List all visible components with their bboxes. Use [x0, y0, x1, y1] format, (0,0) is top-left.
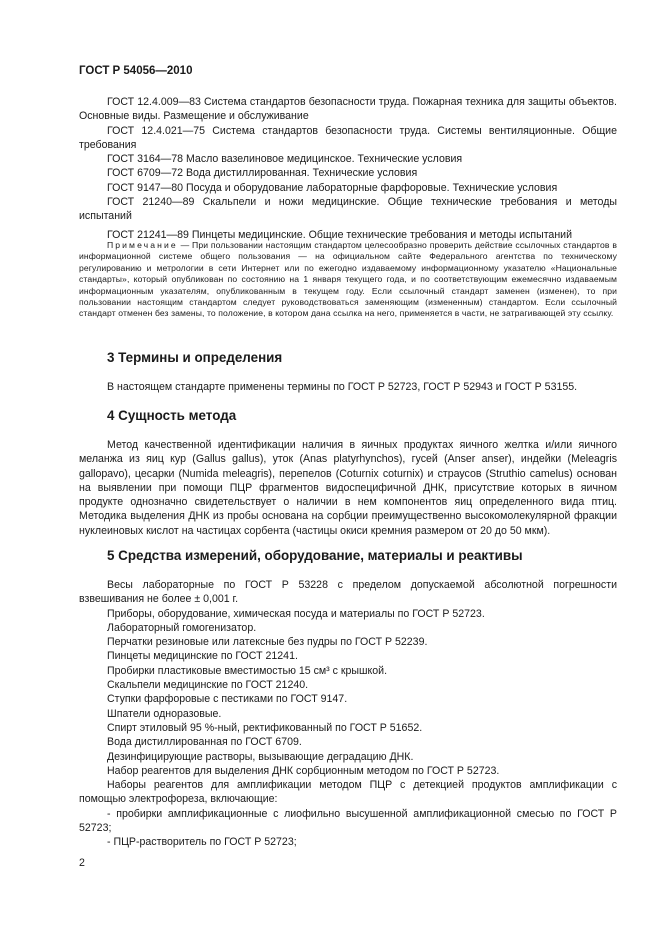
- reference-item: ГОСТ 21241—89 Пинцеты медицинские. Общие технические требования и методы испытаний: [107, 228, 573, 241]
- normative-references-list: [79, 95, 617, 242]
- list-item: Дезинфицирующие растворы, вызывающие деградацию ДНК.: [107, 750, 414, 763]
- list-item: Перчатки резиновые или латексные без пудры по ГОСТ Р 52239.: [107, 636, 428, 649]
- list-item: Пинцеты медицинские по ГОСТ 21241.: [107, 650, 298, 663]
- list-item: Шпатели одноразовые.: [107, 707, 222, 720]
- section-4-body: [79, 438, 617, 538]
- list-item: Весы лабораторные по ГОСТ Р 53228 с пределом допускаемой абсолютной погрешности взвешивания не более ± 0,001 г.: [79, 579, 617, 606]
- section-5-heading: 5 Средства измерений, оборудование, материалы и реактивы: [107, 548, 523, 563]
- note-label: Примечание: [107, 240, 178, 250]
- list-item: Ступки фарфоровые с пестиками по ГОСТ 9147.: [107, 693, 348, 706]
- list-item: Лабораторный гомогенизатор.: [107, 621, 257, 634]
- page-number: 2: [79, 857, 85, 869]
- section-3-heading: 3 Термины и определения: [107, 350, 283, 365]
- list-item: Наборы реагентов для амплификации методом ПЦР с детекцией продуктов амплификации с помощью электрофореза, включающие:: [79, 779, 617, 806]
- list-item: - ПЦР-растворитель по ГОСТ Р 52723;: [107, 836, 297, 849]
- reference-item: ГОСТ 12.4.021—75 Система стандартов безопасности труда. Системы вентиляционные. Общие требования: [79, 124, 617, 151]
- section-5-body: [79, 578, 617, 850]
- section-4-heading: 4 Сущность метода: [107, 408, 237, 423]
- list-item: Набор реагентов для выделения ДНК сорбционным методом по ГОСТ Р 52723.: [107, 764, 500, 777]
- list-item: Скальпели медицинские по ГОСТ 21240.: [107, 679, 309, 692]
- section-3-body: [79, 380, 617, 394]
- list-item: Приборы, оборудование, химическая посуда и материалы по ГОСТ Р 52723.: [107, 607, 485, 620]
- section-4-text: Метод качественной идентификации наличия в яичных продуктах яичного желтка и/или яичного меланжа из яиц кур (Gallus gallus), уток (Anas platyrhynchos), гусей (Anser anser), индейки (Meleagris gallopavo), цесарки (Numida meleagris), перепелов (Coturnix coturnix) и страусов (Struthio camelus) основан на выявлении при помощи ПЦР фрагментов видоспецифичной ДНК, присутствие которых в яичном продукте однозначно свидетельствует о наличии в нем компонентов яиц определенного вида птиц. Методика выделения ДНК из пробы основана на сорбции преимущественно высокомолекулярной фракции нуклеиновых кислот на частицах сорбента (частицы окиси кремния размером от 20 до 50 мкм).: [79, 439, 617, 537]
- reference-item: ГОСТ 12.4.009—83 Система стандартов безопасности труда. Пожарная техника для защиты объектов. Основные виды. Размещение и обслуживание: [79, 96, 617, 123]
- reference-item: ГОСТ 6709—72 Вода дистиллированная. Технические условия: [107, 167, 418, 180]
- section-3-text: В настоящем стандарте применены термины по ГОСТ Р 52723, ГОСТ Р 52943 и ГОСТ Р 53155.: [107, 381, 578, 393]
- document-header: ГОСТ Р 54056—2010: [79, 65, 193, 77]
- reference-item: ГОСТ 9147—80 Посуда и оборудование лабораторные фарфоровые. Технические условия: [107, 181, 558, 194]
- list-item: Вода дистиллированная по ГОСТ 6709.: [107, 736, 302, 749]
- note-text: — При пользовании настоящим стандартом целесообразно проверить действие ссылочных стандартов в информационной системе общего пользования — на официальном сайте Федерального агентства по техническому регулированию и метрологии в сети Интернет или по ежегодно издаваемому информационному указателю «Национальные стандарты», который опубликован по состоянию на 1 января текущего года, и по соответствующим ежемесячно издаваемым информационным указателям, опубликованным в текущем году. Если ссылочный стандарт заменен (изменен), то при пользовании настоящим стандартом следует руководствоваться заменяющим (измененным) стандартом. Если ссылочный стандарт отменен без замены, то положение, в котором дана ссылка на него, применяется в части, не затрагивающей эту ссылку.: [79, 240, 617, 319]
- list-item: Пробирки пластиковые вместимостью 15 см³ с крышкой.: [107, 664, 388, 677]
- reference-item: ГОСТ 21240—89 Скальпели и ножи медицинские. Общие технические требования и методы испытаний: [79, 196, 617, 223]
- reference-item: ГОСТ 3164—78 Масло вазелиновое медицинское. Технические условия: [107, 153, 463, 166]
- list-item: - пробирки амплификационные с лиофильно высушенной амплификационной смесью по ГОСТ Р 52723;: [79, 807, 617, 835]
- note-block: [79, 240, 617, 320]
- list-item: Спирт этиловый 95 %-ный, ректификованный по ГОСТ Р 51652.: [107, 721, 423, 734]
